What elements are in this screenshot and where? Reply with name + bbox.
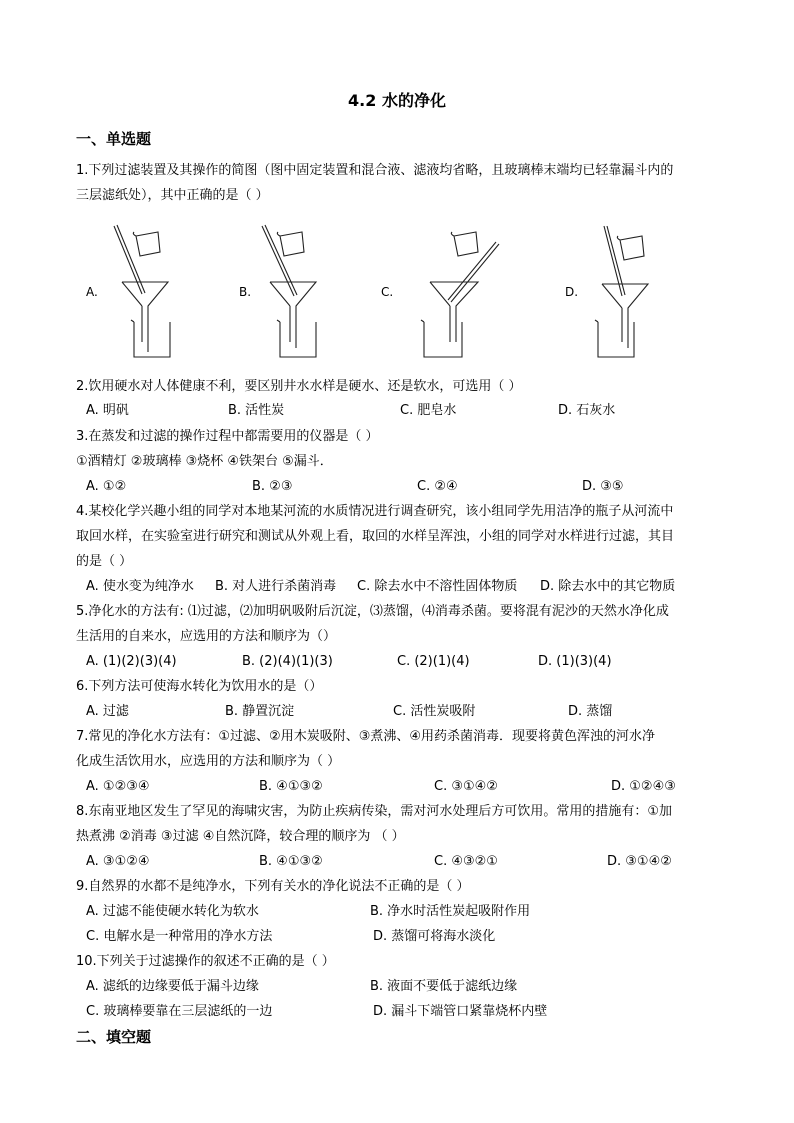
question-7-option-c[interactable]: C. ③①④② [434, 779, 498, 794]
question-7-line-1: 7.常见的净化水方法有：①过滤、②用木炭吸附、③煮沸、④用药杀菌消毒．现要将黄色浑浊的河水净 [76, 729, 656, 744]
question-3-option-c[interactable]: C. ②④ [417, 479, 458, 494]
question-6-option-c[interactable]: C. 活性炭吸附 [393, 704, 476, 719]
question-7-option-a[interactable]: A. ①②③④ [86, 779, 150, 794]
question-6-option-a[interactable]: A. 过滤 [86, 704, 129, 719]
question-5-option-d[interactable]: D. (1)(3)(4) [538, 654, 612, 669]
question-5-line-2: 生活用的自来水，应选用的方法和顺序为（） [76, 629, 337, 644]
question-3-choices: ①酒精灯 ②玻璃棒 ③烧杯 ④铁架台 ⑤漏斗． [76, 454, 333, 469]
question-9-option-a[interactable]: A. 过滤不能使硬水转化为软水 [86, 904, 259, 919]
question-6-option-b[interactable]: B. 静置沉淀 [225, 704, 295, 719]
question-8-option-b[interactable]: B. ④①③② [259, 854, 323, 869]
question-5-option-a[interactable]: A. (1)(2)(3)(4) [86, 654, 177, 669]
question-6-stem: 6.下列方法可使海水转化为饮用水的是（） [76, 679, 323, 694]
figure-label-c: C. [381, 285, 394, 299]
question-10-stem: 10.下列关于过滤操作的叙述不正确的是（ ） [76, 954, 335, 969]
question-6-option-d[interactable]: D. 蒸馏 [568, 704, 613, 719]
question-10-option-a[interactable]: A. 滤纸的边缘要低于漏斗边缘 [86, 979, 259, 994]
question-5-option-c[interactable]: C. (2)(1)(4) [397, 654, 470, 669]
question-2-option-d[interactable]: D. 石灰水 [558, 403, 616, 418]
question-9-option-b[interactable]: B. 净水时活性炭起吸附作用 [370, 904, 531, 919]
question-8-option-a[interactable]: A. ③①②④ [86, 854, 150, 869]
section-heading-single-choice: 一、单选题 [76, 130, 152, 148]
question-4-option-a[interactable]: A. 使水变为纯净水 [86, 579, 194, 594]
question-2-option-b[interactable]: B. 活性炭 [228, 403, 285, 418]
question-9-stem: 9.自然界的水都不是纯净水，下列有关水的净化说法不正确的是（ ） [76, 879, 470, 894]
question-7-line-2: 化成生活饮用水，应选用的方法和顺序为（ ） [76, 754, 341, 769]
figure-label-d: D. [565, 285, 579, 299]
question-2-option-c[interactable]: C. 肥皂水 [400, 403, 457, 418]
question-9-option-c[interactable]: C. 电解水是一种常用的净水方法 [86, 929, 273, 944]
question-1-line-1: 1.下列过滤装置及其操作的简图（图中固定装置和混合液、滤液均省略，且玻璃棒末端均已轻靠漏斗内的 [76, 163, 674, 178]
filtration-diagram-b [250, 222, 340, 362]
question-7-option-d[interactable]: D. ①②④③ [611, 779, 676, 794]
question-10-option-b[interactable]: B. 液面不要低于滤纸边缘 [370, 979, 518, 994]
question-5-option-b[interactable]: B. (2)(4)(1)(3) [242, 654, 333, 669]
question-8-line-2: 热煮沸 ②消毒 ③过滤 ④自然沉降，较合理的顺序为 （ ） [76, 829, 405, 844]
question-4-line-1: 4.某校化学兴趣小组的同学对本地某河流的水质情况进行调查研究，该小组同学先用洁净的瓶子从河流中 [76, 504, 674, 519]
figure-label-a: A. [86, 285, 98, 299]
filtration-diagram-a [100, 222, 190, 362]
question-5-line-1: 5.净化水的方法有: ⑴过滤，⑵加明矾吸附后沉淀，⑶蒸馏，⑷消毒杀菌。要将混有泥沙的天然水净化成 [76, 604, 669, 619]
question-1-line-2: 三层滤纸处），其中正确的是（ ） [76, 188, 269, 203]
question-2-stem: 2.饮用硬水对人体健康不利，要区别井水水样是硬水、还是软水，可选用（ ） [76, 379, 522, 394]
question-4-line-2: 取回水样，在实验室进行研究和测试从外观上看，取回的水样呈浑浊，小组的同学对水样进行过滤，其目 [76, 529, 675, 544]
question-3-option-d[interactable]: D. ③⑤ [582, 479, 624, 494]
question-10-option-c[interactable]: C. 玻璃棒要靠在三层滤纸的一边 [86, 1004, 273, 1019]
question-2-option-a[interactable]: A. 明矾 [86, 403, 129, 418]
page-title: 4.2 水的净化 [348, 91, 446, 110]
filtration-diagram-c [400, 222, 510, 362]
question-3-stem: 3.在蒸发和过滤的操作过程中都需要用的仪器是（ ） [76, 429, 379, 444]
question-3-option-a[interactable]: A. ①② [86, 479, 127, 494]
question-4-option-b[interactable]: B. 对人进行杀菌消毒 [215, 579, 337, 594]
question-8-option-c[interactable]: C. ④③②① [434, 854, 498, 869]
figure-label-b: B. [239, 285, 252, 299]
question-4-line-3: 的是（ ） [76, 554, 133, 569]
question-8-line-1: 8.东南亚地区发生了罕见的海啸灾害，为防止疾病传染，需对河水处理后方可饮用。常用的措施有：①加 [76, 804, 673, 819]
question-8-option-d[interactable]: D. ③①④② [607, 854, 672, 869]
question-3-option-b[interactable]: B. ②③ [252, 479, 293, 494]
question-4-option-d[interactable]: D. 除去水中的其它物质 [540, 579, 676, 594]
question-10-option-d[interactable]: D. 漏斗下端管口紧靠烧杯内壁 [373, 1004, 548, 1019]
section-heading-fill-in: 二、填空题 [76, 1028, 152, 1046]
filtration-diagram-d [586, 222, 676, 362]
question-4-option-c[interactable]: C. 除去水中不溶性固体物质 [357, 579, 518, 594]
question-9-option-d[interactable]: D. 蒸馏可将海水淡化 [373, 929, 496, 944]
question-7-option-b[interactable]: B. ④①③② [259, 779, 323, 794]
